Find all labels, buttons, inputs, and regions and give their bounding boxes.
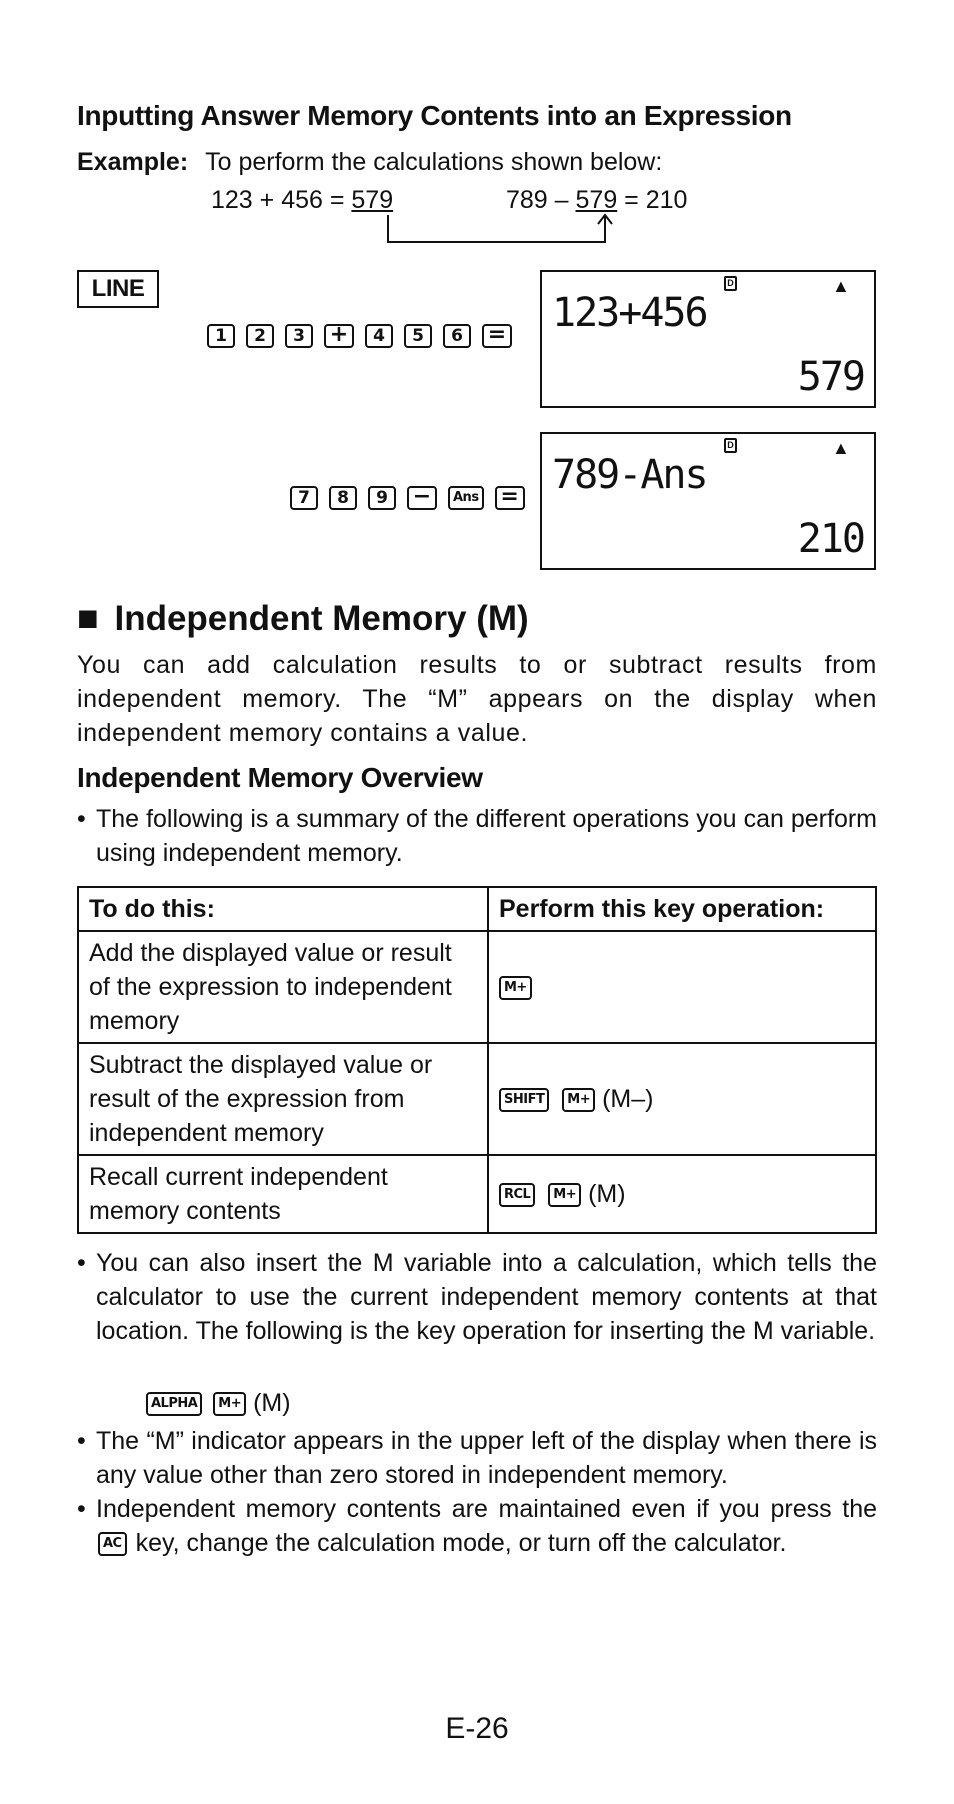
calc2-suffix: = 210 [617, 186, 688, 214]
calc1 [211, 183, 393, 217]
key-m-plus: M+ [548, 1183, 581, 1207]
key-m-plus: M+ [213, 1392, 246, 1416]
m-variable-key-operation [146, 1386, 291, 1420]
overview-bullet-text: The following is a summary of the different operations you can perform using independent memory. [96, 805, 877, 867]
key-5: 5 [404, 324, 432, 348]
answer-arrow-connector [380, 210, 620, 250]
bullet-m-indicator [77, 1424, 877, 1492]
independent-memory-intro: You can add calculation results to or subtract results from independent memory. The “M” appears on the display when independent memory contains a value. [77, 651, 877, 747]
key-operation-suffix: (M–) [602, 1085, 654, 1113]
key-7: 7 [290, 486, 318, 510]
table-row [78, 1043, 876, 1155]
bullet-memory-maintained-text [96, 1492, 877, 1560]
key-m-plus: M+ [562, 1088, 595, 1112]
degree-indicator-icon: D [724, 276, 737, 291]
table-row [78, 931, 876, 1043]
key-operation-suffix: (M) [588, 1180, 626, 1208]
example-text: To perform the calculations shown below: [205, 148, 663, 176]
degree-indicator-icon: D [724, 438, 737, 453]
square-bullet-icon: ■ [77, 597, 99, 638]
table-cell-desc: Recall current independent memory contents [78, 1155, 488, 1233]
display2-result: 210 [797, 516, 864, 562]
line-mode-label: LINE [77, 270, 159, 308]
table-header-row [78, 887, 876, 931]
calc2-ans: 579 [575, 186, 618, 214]
key-shift: SHIFT [499, 1088, 549, 1112]
calculator-display-1 [540, 270, 876, 408]
key-3: 3 [285, 324, 313, 348]
key-equals-2: = [495, 486, 525, 510]
key-equals: = [482, 324, 512, 348]
table-cell-keys [488, 1155, 876, 1233]
calc1-result: 579 [351, 186, 394, 214]
key-4: 4 [365, 324, 393, 348]
overview-bullet [77, 802, 877, 870]
table-header-cell: Perform this key operation: [488, 887, 876, 931]
table-cell-keys [488, 1043, 876, 1155]
operations-table [77, 886, 877, 1234]
key-ac: AC [98, 1532, 127, 1556]
up-arrow-icon: ▲ [832, 438, 850, 458]
calc1-prefix: 123 + 456 = [211, 186, 352, 214]
bullet-memory-maintained [77, 1492, 877, 1560]
table-cell-desc: Subtract the displayed value or result of the expression from independent memory [78, 1043, 488, 1155]
key-1: 1 [207, 324, 235, 348]
key-6: 6 [443, 324, 471, 348]
key-9: 9 [368, 486, 396, 510]
table-cell-desc: Add the displayed value or result of the expression to independent memory [78, 931, 488, 1043]
independent-memory-title: Independent Memory (M) [114, 599, 529, 638]
bullet-icon: • [77, 805, 86, 833]
table-header-cell: To do this: [78, 887, 488, 931]
bullet-m-variable [77, 1246, 877, 1348]
example-label: Example: [77, 148, 189, 176]
key-minus: − [407, 486, 437, 510]
bullet3-post: key, change the calculation mode, or turn off the calculator. [135, 1529, 787, 1557]
key-ans: Ans [448, 486, 484, 510]
section-heading-answer-memory: Inputting Answer Memory Contents into an Expression [77, 100, 792, 131]
table-cell-keys [488, 931, 876, 1043]
bullet-icon: • [77, 1427, 86, 1455]
key-alpha: ALPHA [146, 1392, 202, 1416]
bullet-m-indicator-text: The “M” indicator appears in the upper left of the display when there is any value other than zero stored in independent memory. [96, 1427, 877, 1489]
example-line [77, 145, 662, 179]
overview-heading: Independent Memory Overview [77, 762, 483, 793]
up-arrow-icon: ▲ [832, 276, 850, 296]
display1-result: 579 [797, 354, 864, 400]
key-8: 8 [329, 486, 357, 510]
calc2-prefix: 789 – [506, 186, 576, 214]
step1-keys [207, 324, 512, 348]
page-number: E-26 [445, 1712, 509, 1745]
key-2: 2 [246, 324, 274, 348]
section-heading-independent-memory [77, 596, 529, 641]
bullet-icon: • [77, 1495, 86, 1523]
display1-expression: 123+456 [552, 290, 707, 336]
key-m-plus: M+ [499, 976, 532, 1000]
step2-keys [290, 486, 525, 510]
key-operation-suffix: (M) [253, 1389, 291, 1417]
bullet3-pre: Independent memory contents are maintained even if you press the [96, 1495, 877, 1523]
bullet-m-variable-text: You can also insert the M variable into a calculation, which tells the calculator to use the current independent memory contents at that location. The following is the key operation for inserting the M variable. [96, 1249, 877, 1345]
calculator-display-2 [540, 432, 876, 570]
table-row [78, 1155, 876, 1233]
display2-expression: 789-Ans [552, 452, 707, 498]
key-rcl: RCL [499, 1183, 535, 1207]
key-plus: + [324, 324, 354, 348]
bullet-icon: • [77, 1249, 86, 1277]
